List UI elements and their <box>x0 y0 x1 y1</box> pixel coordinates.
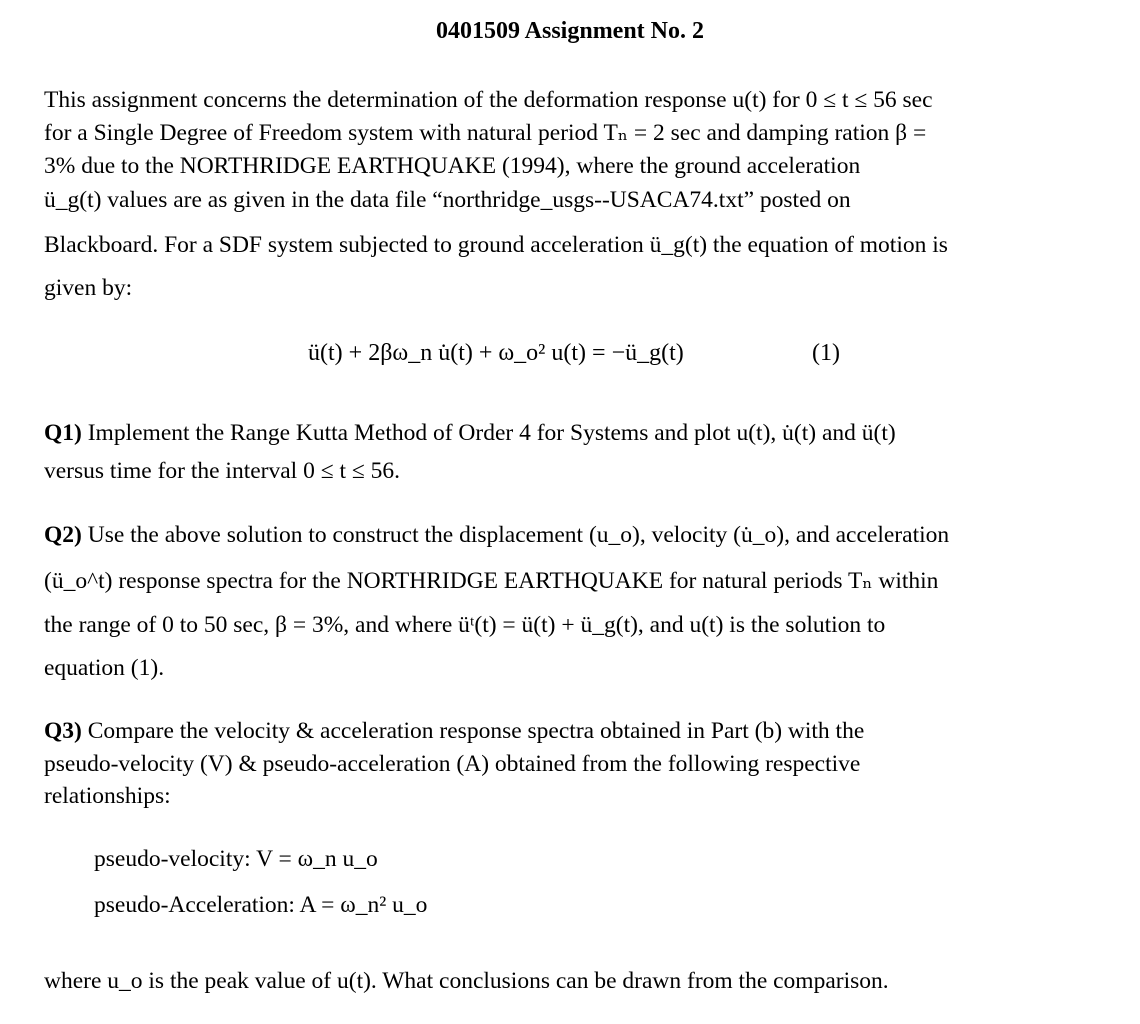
closing-line: where u_o is the peak value of u(t). What conclusions can be drawn from the comparison. <box>44 968 889 994</box>
q1-text-1: Implement the Range Kutta Method of Order 4 for Systems and plot u(t), u̇(t) and ü(t) <box>87 420 896 446</box>
document-title: 0401509 Assignment No. 2 <box>435 18 705 44</box>
pseudo-acceleration-formula: pseudo-Acceleration: A = ω_n² u_o <box>94 892 428 918</box>
intro-line-6: given by: <box>44 275 133 301</box>
q1-label: Q1) <box>44 420 82 446</box>
q3-text-1: Compare the velocity & acceleration response spectra obtained in Part (b) with the <box>87 718 865 744</box>
q2-line-3: the range of 0 to 50 sec, β = 3%, and where üᵗ(t) = ü(t) + ü_g(t), and u(t) is the solution to <box>44 612 886 638</box>
pseudo-velocity-formula: pseudo-velocity: V = ω_n u_o <box>94 846 378 872</box>
equation-of-motion: ü(t) + 2βω_n u̇(t) + ω_o² u(t) = −ü_g(t) <box>308 340 684 366</box>
intro-line-1: This assignment concerns the determination of the deformation response u(t) for 0 ≤ t ≤ 56 sec <box>44 87 933 113</box>
equation-number: (1) <box>812 340 840 366</box>
q2-line-1 <box>44 519 1124 552</box>
q3-label: Q3) <box>44 718 82 744</box>
intro-line-5: Blackboard. For a SDF system subjected to ground acceleration ü_g(t) the equation of motion is <box>44 232 948 258</box>
q2-line-4: equation (1). <box>44 655 165 681</box>
intro-line-2: for a Single Degree of Freedom system with natural period Tₙ = 2 sec and damping ration β = <box>44 120 927 146</box>
q1-line-1 <box>44 417 1124 450</box>
q3-line-2: pseudo-velocity (V) & pseudo-acceleration (A) obtained from the following respective <box>44 751 861 777</box>
q2-text-1: Use the above solution to construct the displacement (u_o), velocity (u̇_o), and acceleration <box>87 522 950 548</box>
q3-line-3: relationships: <box>44 783 171 809</box>
q2-line-2: (ü_o^t) response spectra for the NORTHRIDGE EARTHQUAKE for natural periods Tₙ within <box>44 568 939 594</box>
q3-line-1 <box>44 715 1124 748</box>
q1-line-2: versus time for the interval 0 ≤ t ≤ 56. <box>44 458 401 484</box>
intro-line-4: ü_g(t) values are as given in the data file “northridge_usgs--USACA74.txt” posted on <box>44 187 851 213</box>
q2-label: Q2) <box>44 522 82 548</box>
intro-line-3: 3% due to the NORTHRIDGE EARTHQUAKE (1994), where the ground acceleration <box>44 153 861 179</box>
